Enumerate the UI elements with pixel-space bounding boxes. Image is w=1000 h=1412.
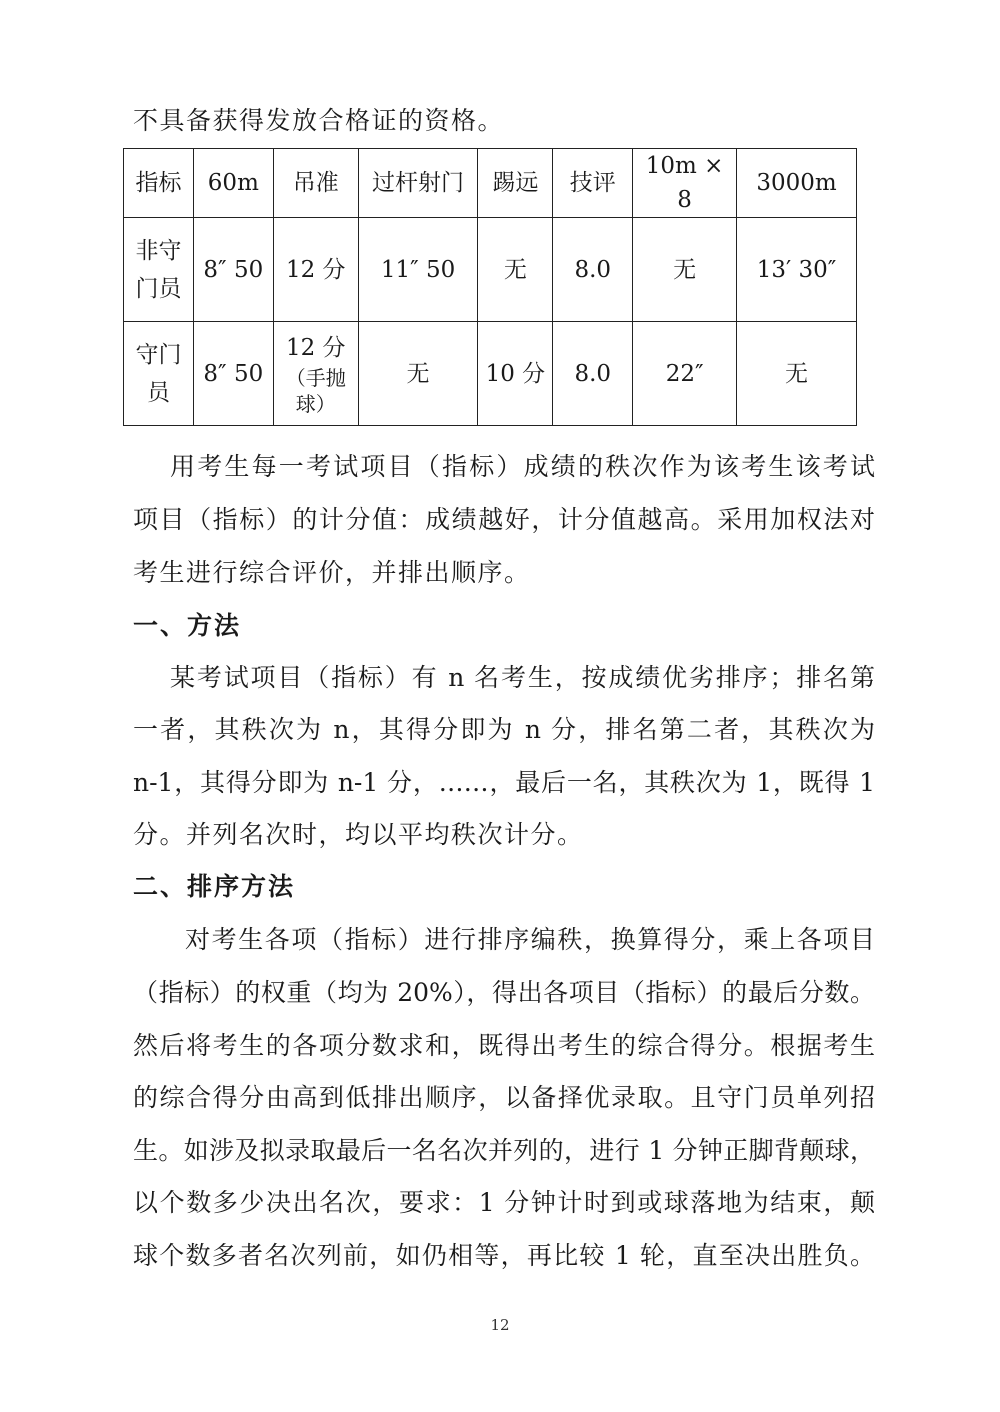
row-label-cell <box>124 322 194 426</box>
paragraph-line: n-1，其得分即为 n-1 分，……，最后一名，其秩次为 1，既得 1 <box>133 768 875 797</box>
paragraph-line: 然后将考生的各项分数求和，既得出考生的综合得分。根据考生 <box>133 1031 875 1060</box>
header-cell: 过杆射门 <box>358 149 478 218</box>
row-label-cell <box>124 218 194 322</box>
paragraph-line: 某考试项目（指标）有 n 名考生，按成绩优劣排序；排名第 <box>170 663 875 692</box>
section-heading: 一、方法 <box>133 611 242 640</box>
header-cell: 60m <box>193 149 273 218</box>
paragraph-line: 生。如涉及拟录取最后一名名次并列的，进行 1 分钟正脚背颠球， <box>133 1136 875 1165</box>
table-cell: 22″ <box>633 322 737 426</box>
table-row <box>124 218 857 322</box>
header-cell: 指标 <box>124 149 194 218</box>
paragraph-line: 一者，其秩次为 n，其得分即为 n 分，排名第二者，其秩次为 <box>133 715 875 744</box>
row-label-line: 守门 <box>135 341 182 368</box>
row-label-line: 非守 <box>135 237 182 264</box>
cell-note-line: 球） <box>295 391 336 416</box>
paragraph-line: 考生进行综合评价，并排出顺序。 <box>133 558 531 587</box>
table-header-row <box>124 149 857 218</box>
page-number: 12 <box>490 1316 510 1334</box>
paragraph-line: （指标）的权重（均为 20%），得出各项目（指标）的最后分数。 <box>133 978 875 1007</box>
table-cell: 无 <box>478 218 553 322</box>
table-cell: 8″ 50 <box>193 322 273 426</box>
paragraph-line: 的综合得分由高到低排出顺序，以备择优录取。且守门员单列招 <box>133 1083 875 1112</box>
table-cell: 10 分 <box>478 322 553 426</box>
header-cell: 10m × 8 <box>633 149 737 218</box>
table-cell: 无 <box>358 322 478 426</box>
paragraph-line: 分。并列名次时，均以平均秩次计分。 <box>133 820 584 849</box>
cell-main-value: 12 分 <box>285 334 346 361</box>
table-row <box>124 322 857 426</box>
paragraph-line: 以个数多少决出名次，要求：1 分钟计时到或球落地为结束，颠 <box>133 1188 875 1217</box>
header-cell: 3000m <box>737 149 857 218</box>
row-label-line: 员 <box>146 379 170 406</box>
table-cell: 无 <box>737 322 857 426</box>
table-cell: 12 分 <box>273 218 358 322</box>
paragraph-line: 项目（指标）的计分值：成绩越好，计分值越高。采用加权法对 <box>133 505 875 534</box>
table-cell: 8.0 <box>553 322 633 426</box>
intro-line: 不具备获得发放合格证的资格。 <box>133 106 505 135</box>
table-cell: 11″ 50 <box>358 218 478 322</box>
header-cell: 吊准 <box>273 149 358 218</box>
paragraph-line: 对考生各项（指标）进行排序编秩，换算得分，乘上各项目 <box>185 925 875 954</box>
paragraph-line: 用考生每一考试项目（指标）成绩的秩次作为该考生该考试 <box>170 452 875 481</box>
header-cell: 技评 <box>553 149 633 218</box>
table-cell: 13′ 30″ <box>737 218 857 322</box>
table-cell <box>273 322 358 426</box>
paragraph-line: 球个数多者名次列前，如仍相等，再比较 1 轮，直至决出胜负。 <box>133 1241 875 1270</box>
section-heading: 二、排序方法 <box>133 872 296 901</box>
header-cell: 踢远 <box>478 149 553 218</box>
score-table <box>123 148 857 426</box>
table-cell: 8.0 <box>553 218 633 322</box>
table-cell: 无 <box>633 218 737 322</box>
cell-note-line: （手抛 <box>285 365 346 390</box>
table-cell: 8″ 50 <box>193 218 273 322</box>
row-label-line: 门员 <box>135 275 182 302</box>
